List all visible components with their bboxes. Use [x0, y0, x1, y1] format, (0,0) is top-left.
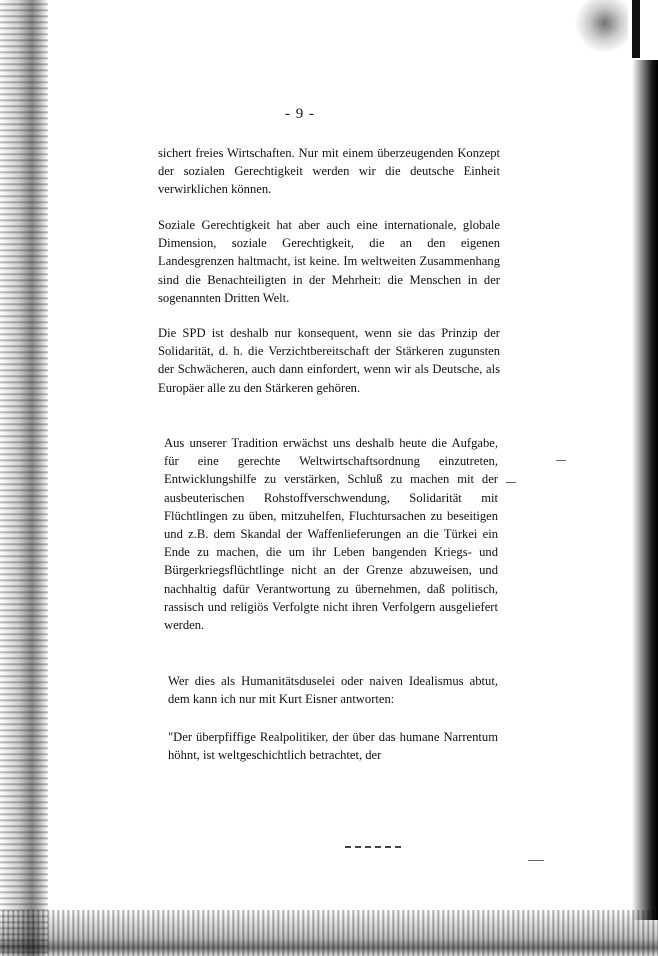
- paragraph-text: "Der überpfiffige Realpolitiker, der über das humane Narrentum höhnt, ist weltgeschichtlich betrachtet, der: [168, 730, 498, 763]
- paragraph-text: Aus unserer Tradition erwächst uns deshalb heute die Aufgabe, für eine gerechte Weltwirtschaftsordnung einzutreten, Entwicklungshilfe zu verstärken, Schluß zu machen mit der ausbeuterischen Rohstoffverschwendung, Solidarität mit Flüchtlingen zu üben, mitzuhelfen, Fluchtursachen zu beseitigen und z.B. dem Skandal der Waffenlieferungen an die Türkei ein Ende zu machen, die um ihr Leben bangenden Kriegs- und Bürgerkriegsflüchtlinge nicht an der Grenze abzuweisen, und nachhaltig dafür Verantwortung zu übernehmen, daß politisch, rassisch und religiös Verfolgte nicht ihren Verfolgern ausgeliefert werden.: [164, 436, 498, 633]
- paragraph-text: sichert freies Wirtschaften. Nur mit einem überzeugenden Konzept der sozialen Gerechtigkeit werden wir die deutsche Einheit verwirklichen können.: [158, 146, 500, 197]
- scan-speck: [556, 460, 566, 461]
- scan-speck: [528, 860, 544, 861]
- page-number: - 9 -: [285, 106, 315, 122]
- scan-speck: [506, 482, 516, 483]
- corner-smudge: [570, 0, 628, 58]
- paragraph: [164, 434, 498, 634]
- paragraph-text: Die SPD ist deshalb nur konsequent, wenn sie das Prinzip der Solidarität, d. h. die Verzichtbereitschaft der Stärkeren zugunsten der Schwächeren, auch dann einfordert, wenn wir als Deutsche, als Europäer alle zu den Stärkeren gehören.: [158, 326, 500, 395]
- scan-edge-bottom: [0, 910, 658, 956]
- paragraph-text: Wer dies als Humanitätsduselei oder naiven Idealismus abtut, dem kann ich nur mit Kurt Eisner antworten:: [168, 674, 498, 707]
- quotation-start: [168, 728, 498, 764]
- paragraph: [168, 672, 498, 708]
- paragraph-text: Soziale Gerechtigkeit hat aber auch eine internationale, globale Dimension, soziale Gerechtigkeit, die an den eigenen Landesgrenzen haltmacht, ist keine. Im weltweiten Zusammenhang sind die Benachteiligten in der Mehrheit: die Menschen in der sogenannten Dritten Welt.: [158, 218, 500, 305]
- corner-mark: [632, 0, 640, 58]
- scan-edge-right: [632, 60, 658, 920]
- paragraph: [158, 324, 500, 397]
- paragraph: [158, 216, 500, 307]
- scan-edge-left: [0, 0, 48, 956]
- scan-dash-mark: [345, 846, 401, 850]
- paragraph: [158, 144, 500, 199]
